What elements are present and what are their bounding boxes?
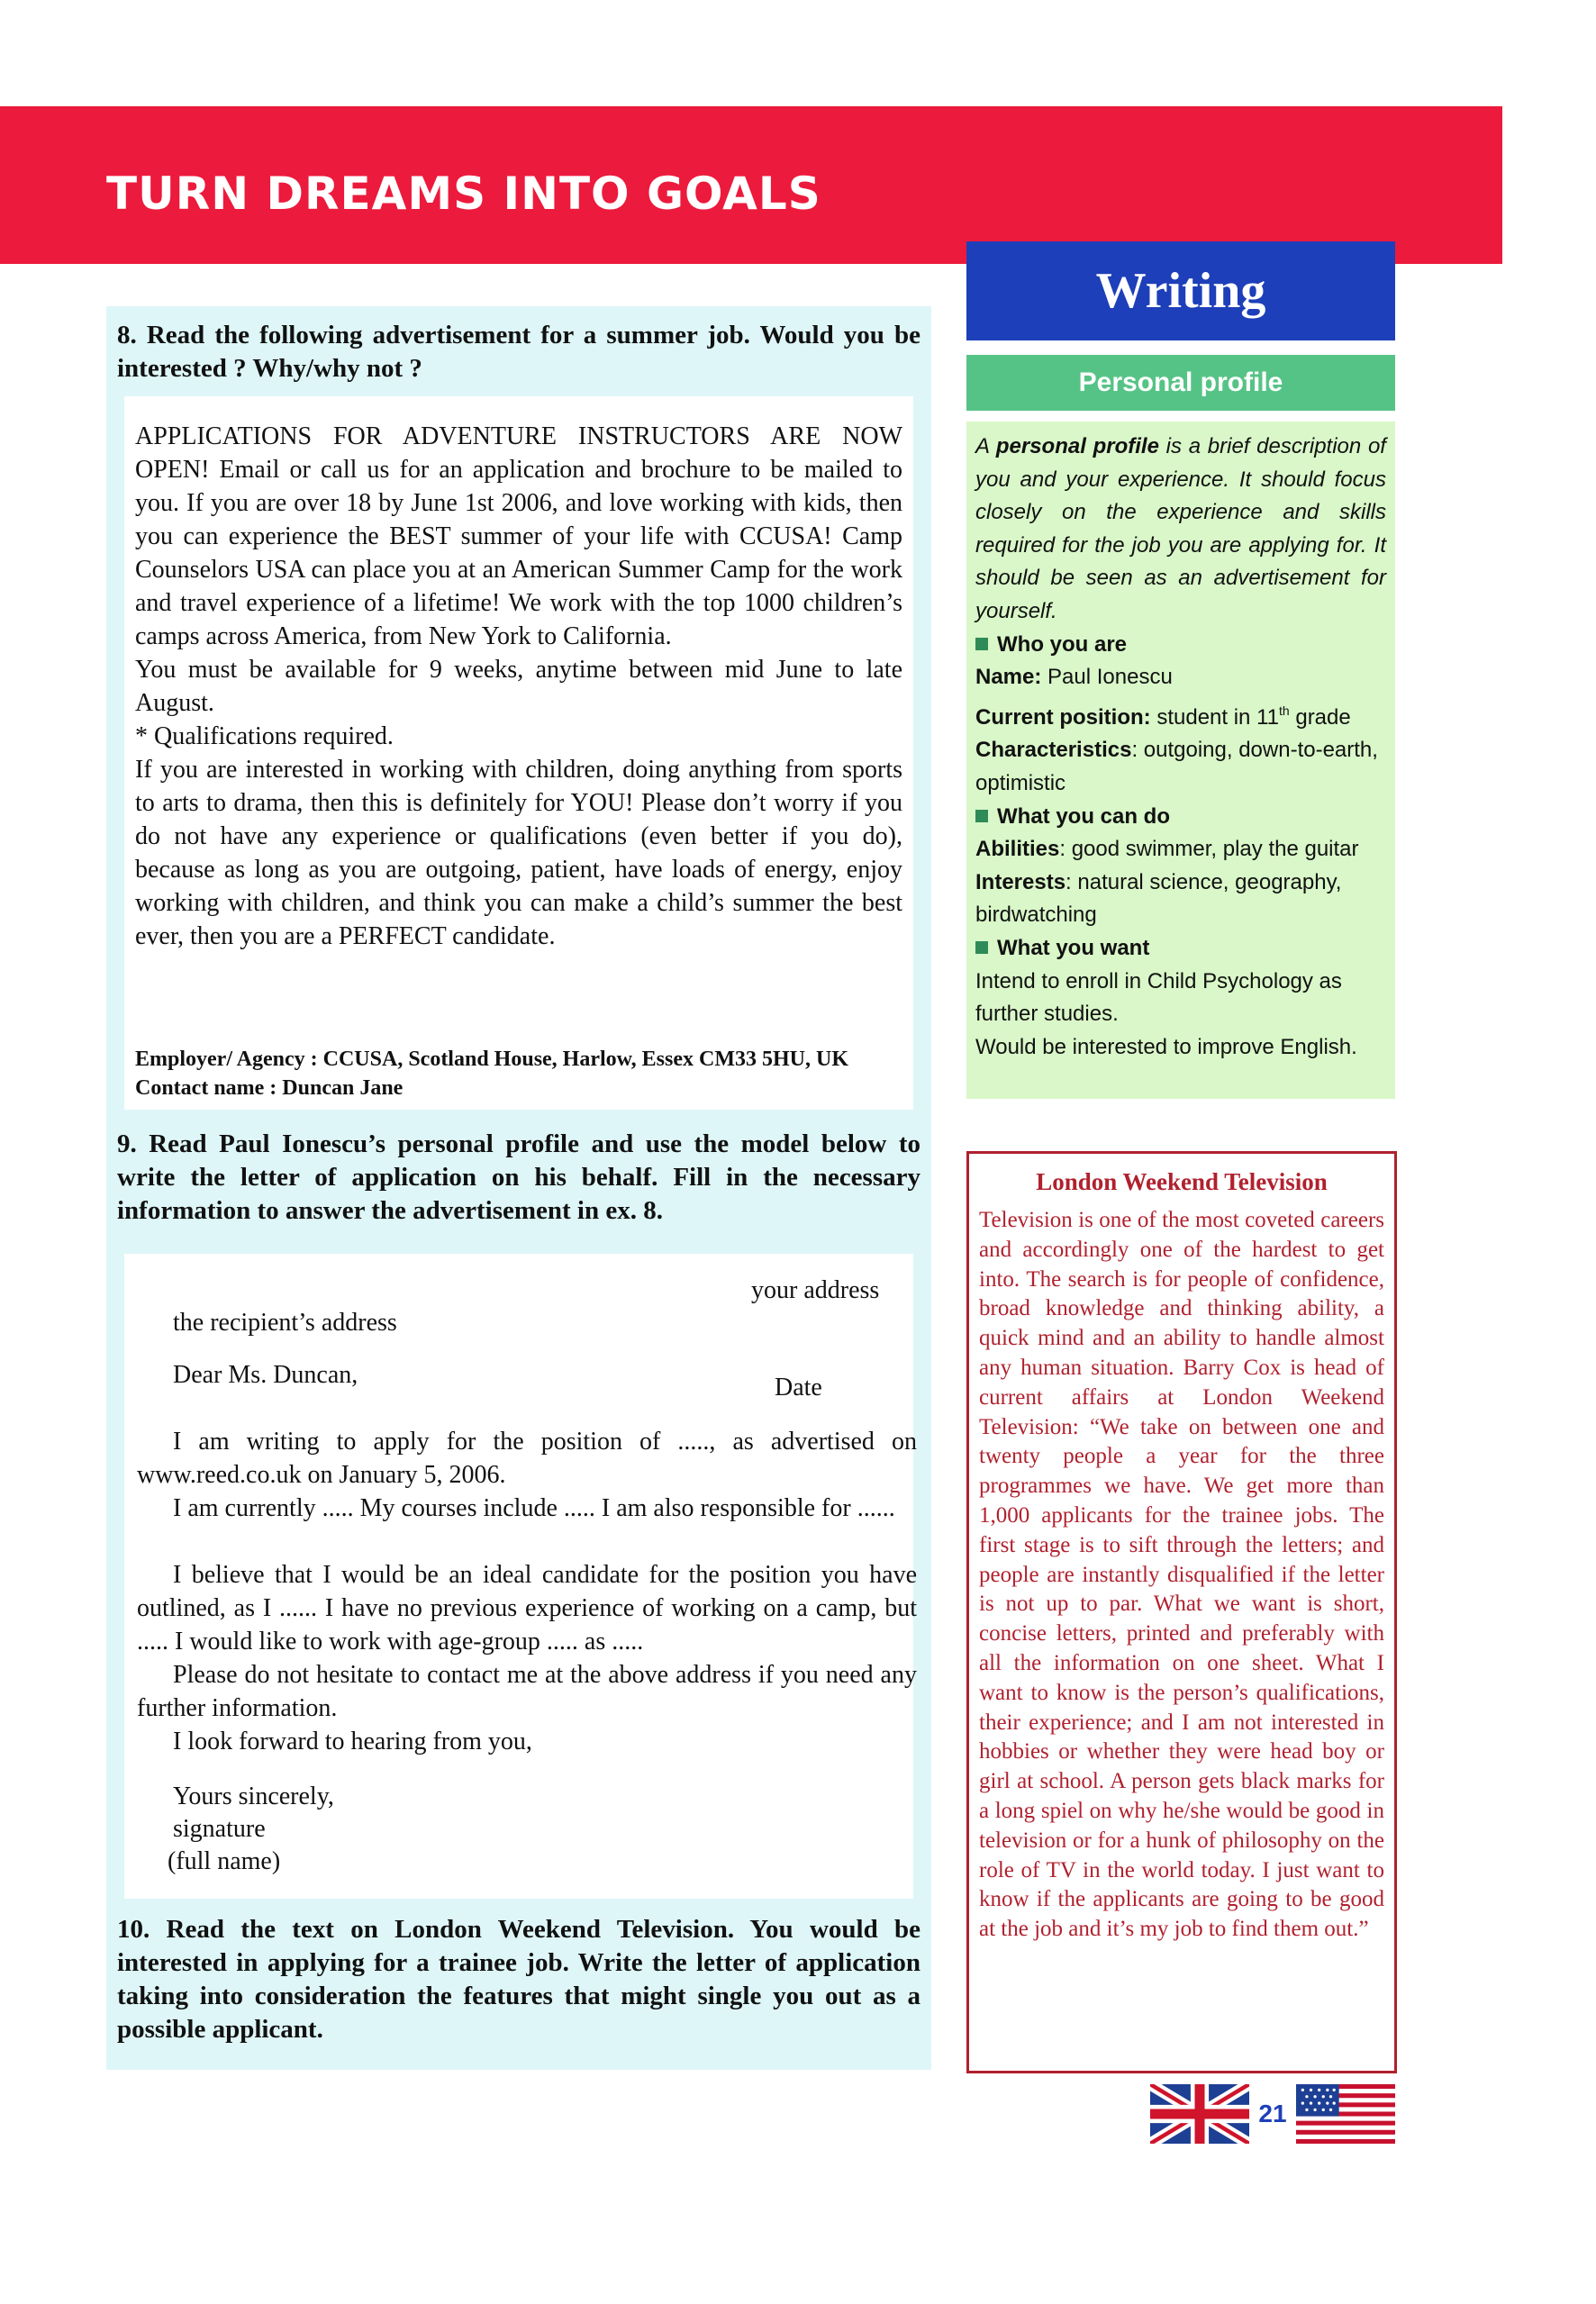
exercise-9-heading: 9. Read Paul Ionescu’s personal profile and use the model below to write the letter of application on his behalf. Fill in the necessary information to answer the advertisement in ex. 8. — [117, 1129, 920, 1225]
ad-contact: Contact name : Duncan Jane — [135, 1076, 404, 1100]
letter-paragraph: I am writing to apply for the position of ....., as advertised on www.reed.co.uk on January 5, 2006. — [137, 1428, 917, 1489]
letter-recipient-address: the recipient’s address — [173, 1309, 397, 1337]
profile-section-who: Who you are — [975, 629, 1386, 662]
profile-intro: A personal profile is a brief description of you and your experience. It should focus closely on the experience and skills required for the job you are applying for. It should be seen as an advertisement for yourself. — [975, 434, 1386, 623]
exercise-10-heading: 10. Read the text on London Weekend Television. You would be interested in applying for a trainee job. Write the letter of application taking into consideration the features that might single you out as a possible applicant. — [117, 1915, 920, 2044]
lwt-text-box — [966, 1151, 1397, 2073]
ad-employer: Employer/ Agency : CCUSA, Scotland House, Harlow, Essex CM33 5HU, UK — [135, 1048, 848, 1071]
profile-term: personal profile — [995, 434, 1159, 458]
profile-want-1: Intend to enroll in Child Psychology as further studies. — [975, 968, 1342, 1027]
profile-name: Name: Paul Ionescu — [975, 665, 1173, 690]
writing-section-header: Writing — [966, 241, 1395, 340]
ad-employer-info — [135, 1045, 902, 1102]
profile-characteristics: Characteristics: outgoing, down-to-earth, optimistic — [975, 738, 1378, 795]
letter-paragraph: Please do not hesitate to contact me at the above address if you need any further information. — [137, 1661, 917, 1722]
letter-paragraph: I look forward to hearing from you, — [173, 1728, 532, 1755]
letter-paragraph: I believe that I would be an ideal candidate for the position you have outlined, as I ...... I have no previous experience of working on a camp, but ..... I would like to work with age-group ..... as ..... — [137, 1561, 917, 1655]
ad-paragraph: APPLICATIONS FOR ADVENTURE INSTRUCTORS ARE NOW OPEN! Email or call us for an application and brochure to be mailed to you. If you are over 18 by June 1st 2006, and love working with kids, then you can experience the BEST summer of your life with CCUSA! Camp Counselors USA can place you at an American Summer Camp for the work and travel experience of a lifetime! We work with the top 1000 children’s camps across America, from New York to California. — [135, 422, 902, 650]
profile-abilities: Abilities: good swimmer, play the guitar — [975, 837, 1359, 862]
advertisement-text — [135, 420, 902, 953]
uk-flag-icon — [1150, 2084, 1249, 2144]
profile-want-2: Would be interested to improve English. — [975, 1034, 1357, 1059]
letter-your-address: your address — [751, 1276, 880, 1304]
ad-paragraph: * Qualifications required. — [135, 722, 394, 750]
letter-date: Date — [775, 1374, 822, 1401]
advertisement-box — [124, 396, 913, 1110]
letter-full-name: (full name) — [168, 1847, 281, 1875]
page-title: TURN DREAMS INTO GOALS — [106, 168, 821, 220]
profile-section-can: What you can do — [975, 801, 1386, 834]
letter-signature: signature — [173, 1815, 266, 1843]
ad-paragraph: If you are interested in working with children, doing anything from sports to arts to drama, then this is definitely for YOU! Please don’t worry if you do not have any experience or qualifications (even better if you do), because as long as you are outgoing, patient, have loads of energy, enjoy working with children, and think you can make a child’s summer the best ever, then you are a PERFECT candidate. — [135, 756, 902, 950]
page-footer — [1150, 2084, 1395, 2144]
personal-profile-box — [966, 422, 1395, 1099]
personal-profile-header: Personal profile — [966, 355, 1395, 411]
letter-model-box — [124, 1254, 917, 1899]
lwt-title: London Weekend Television — [1036, 1168, 1328, 1195]
page-number: 21 — [1249, 2084, 1296, 2144]
exercise-column — [106, 306, 931, 2070]
us-flag-icon — [1296, 2084, 1395, 2144]
square-bullet-icon — [975, 638, 988, 650]
square-bullet-icon — [975, 941, 988, 954]
letter-paragraph: I am currently ..... My courses include ..... I am also responsible for ...... — [173, 1494, 895, 1522]
lwt-text: Television is one of the most coveted careers and accordingly one of the hardest to get into. The search is for people of confidence, broad knowledge and thinking ability, a quick mind and an ability to handle almost any human situation. Barry Cox is head of current affairs at London Weekend Television: “We take on between one and twenty people a year for the three programmes we have. We get more than 1,000 applicants for the trainee jobs. The first stage is to sift through the letters; and people are instantly disqualified if the letter is not up to par. What we want is short, concise letters, printed and preferably with all the information on one sheet. What I want to know is the person’s qualifications, their experience; and I am not interested in hobbies or whether they were head boy or girl at school. A person gets black marks for a long spiel on why he/she would be good in television or for a hunk of philosophy on the role of TV in the world today. I just want to know if the applicants are going to be good at the job and it’s my job to find them out.” — [979, 1208, 1384, 1942]
profile-position: Current position: student in 11th grade — [975, 703, 1351, 730]
exercise-8-heading: 8. Read the following advertisement for a summer job. Would you be interested ? Why/why not ? — [117, 321, 920, 383]
ad-paragraph: You must be available for 9 weeks, anytime between mid June to late August. — [135, 656, 902, 717]
profile-section-want: What you want — [975, 932, 1386, 966]
profile-interests: Interests: natural science, geography, birdwatching — [975, 869, 1342, 928]
letter-closing: Yours sincerely, — [173, 1782, 334, 1810]
letter-salutation: Dear Ms. Duncan, — [173, 1361, 358, 1389]
square-bullet-icon — [975, 810, 988, 822]
